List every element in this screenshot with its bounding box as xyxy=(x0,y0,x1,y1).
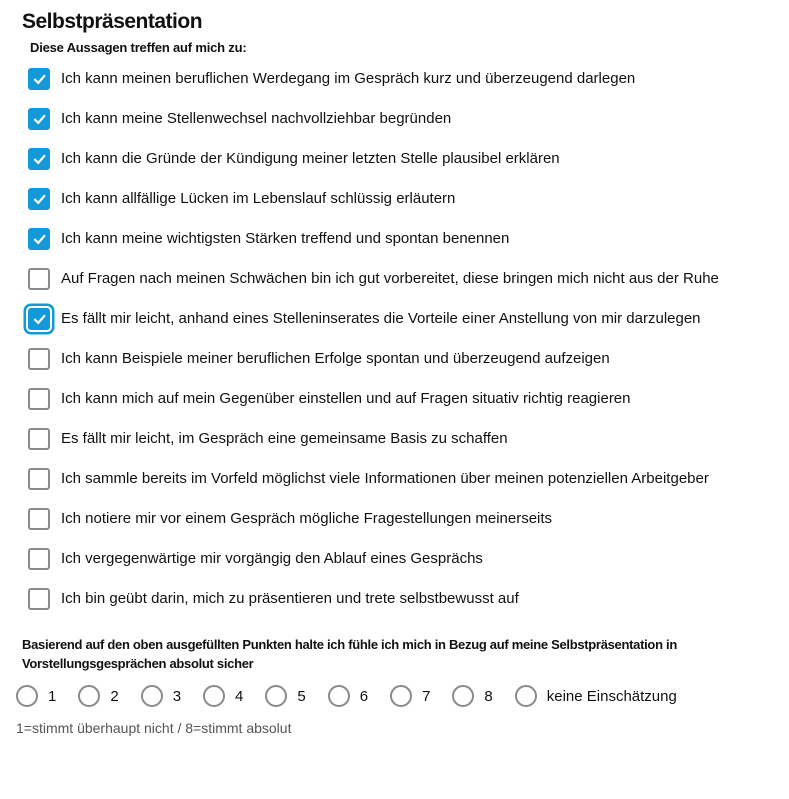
checkbox[interactable] xyxy=(28,148,50,170)
checklist-item-label: Ich kann Beispiele meiner beruflichen Erfolge spontan und überzeugend aufzeigen xyxy=(61,350,610,367)
rating-option-keine-einschaetzung[interactable] xyxy=(515,685,677,707)
checkbox[interactable] xyxy=(28,68,50,90)
checklist-item-label: Ich kann meine wichtigsten Stärken treffend und spontan benennen xyxy=(61,230,510,247)
radio-icon[interactable] xyxy=(390,685,412,707)
checklist-item[interactable] xyxy=(28,467,767,491)
rating-option-label: 7 xyxy=(422,687,431,705)
checklist-item[interactable] xyxy=(28,147,767,171)
rating-option-label: 6 xyxy=(359,687,369,705)
checklist-item[interactable] xyxy=(28,267,767,291)
checkbox[interactable] xyxy=(28,588,50,610)
radio-icon[interactable] xyxy=(141,685,163,707)
radio-icon[interactable] xyxy=(265,685,287,707)
checklist-item[interactable] xyxy=(28,227,767,251)
rating-scale xyxy=(16,685,767,707)
rating-option-label: 5 xyxy=(297,687,306,705)
rating-option-6[interactable] xyxy=(328,685,368,707)
checklist-item[interactable] xyxy=(28,67,767,91)
checklist-item-label: Ich kann mich auf mein Gegenüber einstellen und auf Fragen situativ richtig reagieren xyxy=(61,390,631,407)
checkbox[interactable] xyxy=(28,548,50,570)
rating-question: Basierend auf den oben ausgefüllten Punkten halte ich fühle ich mich in Bezug auf meine Selbstpräsentation in Vorstellungsgesprächen absolut sicher xyxy=(22,637,677,671)
rating-option-label: 1 xyxy=(48,687,57,705)
checklist xyxy=(28,67,767,611)
rating-option-4[interactable] xyxy=(203,685,243,707)
checklist-item[interactable] xyxy=(28,547,767,571)
check-icon xyxy=(32,152,47,167)
checklist-item-label: Ich vergegenwärtige mir vorgängig den Ablauf eines Gesprächs xyxy=(61,550,483,567)
checklist-item-label: Ich sammle bereits im Vorfeld möglichst viele Informationen über meinen potenziellen Arbeitgeber xyxy=(61,470,709,487)
checklist-item-label: Auf Fragen nach meinen Schwächen bin ich gut vorbereitet, diese bringen mich nicht aus der Ruhe xyxy=(61,270,719,287)
radio-icon[interactable] xyxy=(452,685,474,707)
checklist-item-label: Ich kann die Gründe der Kündigung meiner letzten Stelle plausibel erklären xyxy=(61,150,560,167)
radio-icon[interactable] xyxy=(203,685,225,707)
rating-option-7[interactable] xyxy=(390,685,430,707)
checklist-item[interactable] xyxy=(28,587,767,611)
radio-icon[interactable] xyxy=(78,685,100,707)
checkbox[interactable] xyxy=(28,388,50,410)
rating-option-3[interactable] xyxy=(141,685,181,707)
rating-option-8[interactable] xyxy=(452,685,492,707)
check-icon xyxy=(32,192,47,207)
checklist-item-label: Es fällt mir leicht, im Gespräch eine gemeinsame Basis zu schaffen xyxy=(61,430,508,447)
radio-icon[interactable] xyxy=(16,685,38,707)
checkbox[interactable] xyxy=(28,468,50,490)
checkbox[interactable] xyxy=(28,268,50,290)
checklist-item-label: Ich kann meinen beruflichen Werdegang im Gespräch kurz und überzeugend darlegen xyxy=(61,70,636,87)
checkbox[interactable] xyxy=(28,348,50,370)
checklist-item[interactable] xyxy=(28,107,767,131)
checkbox[interactable] xyxy=(28,108,50,130)
checklist-item-label: Ich kann meine Stellenwechsel nachvollziehbar begründen xyxy=(61,110,452,127)
checklist-item[interactable] xyxy=(28,187,767,211)
checklist-item[interactable] xyxy=(28,307,767,331)
radio-icon[interactable] xyxy=(328,685,350,707)
rating-option-2[interactable] xyxy=(78,685,118,707)
rating-option-label: 2 xyxy=(110,687,119,705)
rating-option-label: 8 xyxy=(484,687,493,705)
rating-option-5[interactable] xyxy=(265,685,305,707)
checklist-item-label: Ich bin geübt darin, mich zu präsentieren und trete selbstbewusst auf xyxy=(61,590,519,607)
page-title: Selbstpräsentation xyxy=(22,10,203,33)
checklist-item[interactable] xyxy=(28,347,767,371)
rating-legend: 1=stimmt überhaupt nicht / 8=stimmt absolut xyxy=(16,720,292,736)
checklist-item[interactable] xyxy=(28,387,767,411)
radio-icon[interactable] xyxy=(515,685,537,707)
checklist-item-label: Ich notiere mir vor einem Gespräch mögliche Fragestellungen meinerseits xyxy=(61,510,553,527)
checkbox[interactable] xyxy=(28,188,50,210)
rating-option-label: 4 xyxy=(235,687,244,705)
checkbox[interactable] xyxy=(28,228,50,250)
checklist-item-label: Ich kann allfällige Lücken im Lebenslauf schlüssig erläutern xyxy=(61,190,456,207)
checkbox[interactable] xyxy=(28,508,50,530)
check-icon xyxy=(32,72,47,87)
check-icon xyxy=(32,112,47,127)
rating-option-label: 3 xyxy=(172,687,182,705)
rating-option-1[interactable] xyxy=(16,685,56,707)
rating-option-label: keine Einschätzung xyxy=(546,687,677,705)
checkbox[interactable] xyxy=(28,428,50,450)
checklist-item[interactable] xyxy=(28,507,767,531)
check-icon xyxy=(32,312,47,327)
checklist-item[interactable] xyxy=(28,427,767,451)
checklist-instruction: Diese Aussagen treffen auf mich zu: xyxy=(30,40,247,55)
checkbox[interactable] xyxy=(28,308,50,330)
check-icon xyxy=(32,232,47,247)
checklist-item-label: Es fällt mir leicht, anhand eines Stelleninserates die Vorteile einer Anstellung von mir darzulegen xyxy=(61,310,701,327)
